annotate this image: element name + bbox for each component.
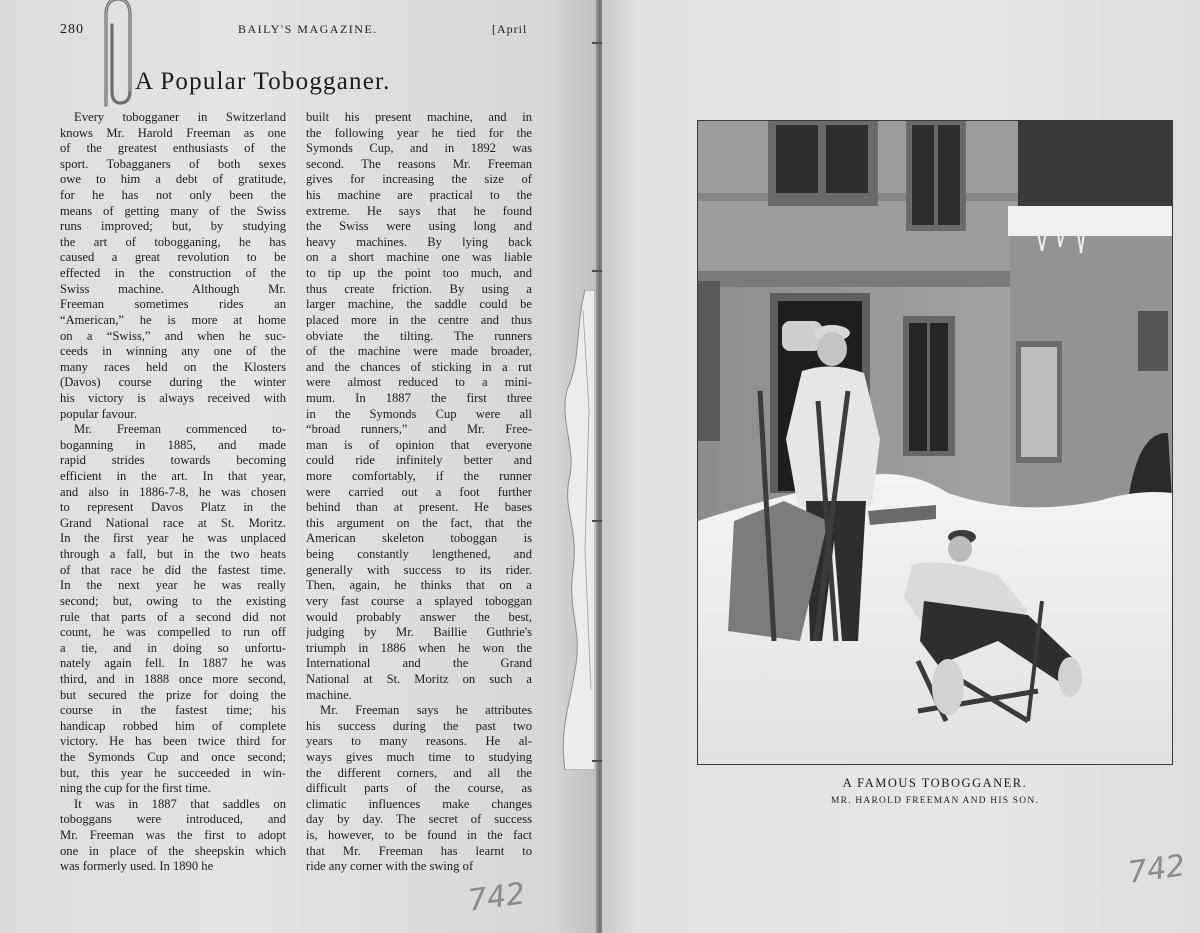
- text-line: Symonds Cup, and in 1892 was: [306, 141, 532, 156]
- text-line: third, and in 1888 once more second,: [60, 671, 286, 686]
- text-line: count, he was compelled to run off: [60, 625, 286, 640]
- text-line: efficient in the art. In that year,: [60, 469, 286, 484]
- photo-caption-title: A FAMOUS TOBOGGANER.: [842, 776, 1028, 790]
- text-line: second. The reasons Mr. Freeman: [306, 156, 532, 171]
- text-line: difficult parts of the course, as: [306, 781, 532, 796]
- text-line: more comfortably, if the runner: [306, 469, 532, 484]
- text-line: ning the cup for the first time.: [60, 781, 211, 796]
- torn-page-edge: [555, 290, 595, 770]
- text-line: behind than at present. He bases: [306, 500, 532, 515]
- paperclip-icon: [84, 0, 144, 115]
- text-line: his success during the past two: [306, 718, 532, 733]
- text-line: rapid strides towards becoming: [60, 453, 286, 468]
- photo-caption-subtitle: MR. HAROLD FREEMAN AND HIS SON.: [831, 796, 1039, 806]
- text-line: American skeleton toboggan is: [306, 531, 532, 546]
- text-line: triumph in 1886 when he won the: [306, 640, 532, 655]
- text-line: were almost reduced to a mini-: [306, 375, 532, 390]
- text-line: this argument on the fact, that the: [306, 515, 532, 530]
- text-line: knows Mr. Harold Freeman as one: [60, 125, 286, 140]
- text-line: second; but, owing to the existing: [60, 593, 286, 608]
- text-line: sport. Tobagganers of both sexes: [60, 156, 286, 171]
- text-line: mum. In 1887 the first three: [306, 390, 532, 405]
- text-line: the Swiss were using long and: [306, 219, 532, 234]
- photograph-image: [698, 121, 1172, 764]
- text-line: (Davos) course during the winter: [60, 375, 286, 390]
- text-line: would probably answer the best,: [306, 609, 532, 624]
- text-line: of the greatest enthusiasts of the: [60, 141, 286, 156]
- pencil-note: 742: [465, 876, 528, 919]
- text-line: of the machine were made broader,: [306, 344, 532, 359]
- text-line: National at St. Moritz on such a: [306, 671, 532, 686]
- text-line: gives for increasing the size of: [306, 172, 532, 187]
- text-line: man is of opinion that everyone: [306, 437, 532, 452]
- text-line: in the Symonds Cup were all: [306, 406, 532, 421]
- text-line: “broad runners,” and Mr. Free-: [306, 422, 532, 437]
- article-column-1: [60, 110, 286, 875]
- text-line: built his present machine, and in: [306, 110, 532, 124]
- text-line: Every tobogganer in Switzerland: [74, 110, 286, 124]
- article-title: A Popular Tobogganer.: [135, 68, 391, 95]
- text-line: was formerly used. In 1890 he: [60, 859, 214, 874]
- text-line: being constantly lengthened, and: [306, 547, 532, 562]
- text-line: Mr. Freeman says he attributes: [320, 703, 532, 718]
- text-line: that Mr. Freeman has learnt to: [306, 843, 532, 858]
- text-line: owe to him a debt of gratitude,: [60, 172, 286, 187]
- text-line: course in the fastest time; his: [60, 703, 286, 718]
- text-line: ways gives much time to studying: [306, 749, 532, 764]
- text-line: for he has not only been the: [60, 188, 286, 203]
- photograph: [697, 120, 1173, 765]
- text-line: on a short machine one was liable: [306, 250, 532, 265]
- text-line: were carried out a foot further: [306, 484, 532, 499]
- text-line: Mr. Freeman commenced to-: [74, 422, 286, 437]
- text-line: victory. He has been twice third for: [60, 734, 286, 749]
- text-line: of that race he did the fastest time.: [60, 562, 286, 577]
- text-line: popular favour.: [60, 406, 137, 421]
- text-line: machine.: [306, 687, 352, 702]
- text-line: caused a great revolution to be: [60, 250, 286, 265]
- page-number: 280: [60, 22, 84, 37]
- text-line: boganning in 1885, and made: [60, 437, 286, 452]
- pencil-note: 742: [1125, 848, 1188, 891]
- text-line: many races held on the Klosters: [60, 359, 286, 374]
- text-line: rule that parts of a second did not: [60, 609, 286, 624]
- text-line: one in place of the sheepskin which: [60, 843, 286, 858]
- text-line: International and the Grand: [306, 656, 532, 671]
- text-line: to represent Davos Platz in the: [60, 500, 286, 515]
- text-line: extreme. He says that he found: [306, 203, 532, 218]
- text-line: ceeds in winning any one of the: [60, 344, 286, 359]
- text-line: climatic influences make changes: [306, 796, 532, 811]
- text-line: his victory is always received with: [60, 390, 286, 405]
- text-line: Swiss machine. Although Mr.: [60, 281, 286, 296]
- text-line: In the first year he was unplaced: [60, 531, 286, 546]
- text-line: the different corners, and all the: [306, 765, 532, 780]
- text-line: larger machine, the saddle could be: [306, 297, 532, 312]
- text-line: Then, again, he thinks that on a: [306, 578, 532, 593]
- text-line: In the next year he was really: [60, 578, 286, 593]
- running-head: BAILY'S MAGAZINE.: [238, 22, 378, 36]
- article-column-2: [306, 110, 532, 875]
- text-line: could ride infinitely better and: [306, 453, 532, 468]
- text-line: the art of tobogganing, he has: [60, 234, 286, 249]
- text-line: his machine are practical to the: [306, 188, 532, 203]
- text-line: obviate the tilting. The runners: [306, 328, 532, 343]
- text-line: through a fall, but in the two heats: [60, 547, 286, 562]
- text-line: thus create friction. By using a: [306, 281, 532, 296]
- text-line: toboggans were introduced, and: [60, 812, 286, 827]
- text-line: means of getting many of the Swiss: [60, 203, 286, 218]
- text-line: “American,” he is more at home: [60, 312, 286, 327]
- text-line: the Symonds Cup and once second;: [60, 749, 286, 764]
- text-line: Freeman sometimes rides an: [60, 297, 286, 312]
- text-line: handicap robbed him of complete: [60, 718, 286, 733]
- text-line: generally with success to its rider.: [306, 562, 532, 577]
- text-line: judging by Mr. Baillie Guthrie's: [306, 625, 532, 640]
- text-line: is, however, to be found in the fact: [306, 828, 532, 843]
- text-line: Mr. Freeman was the first to adopt: [60, 828, 286, 843]
- text-line: very fast course a splayed toboggan: [306, 593, 532, 608]
- text-line: day by day. The secret of success: [306, 812, 532, 827]
- text-line: runs improved; but, by studying: [60, 219, 286, 234]
- text-line: to tip up the point too much, and: [306, 266, 532, 281]
- text-line: years to many reasons. He al-: [306, 734, 532, 749]
- text-line: It was in 1887 that saddles on: [74, 796, 286, 811]
- text-line: nately again fell. In 1887 he was: [60, 656, 286, 671]
- text-line: a tie, and in doing so unfortu-: [60, 640, 286, 655]
- text-line: and also in 1886-7-8, he was chosen: [60, 484, 286, 499]
- text-line: but secured the prize for doing the: [60, 687, 286, 702]
- text-line: effected in the construction of the: [60, 266, 286, 281]
- text-line: on a “Swiss,” and when he suc-: [60, 328, 286, 343]
- text-line: heavy machines. By lying back: [306, 234, 532, 249]
- text-line: but, this year he succeeded in win-: [60, 765, 286, 780]
- text-line: ride any corner with the swing of: [306, 859, 474, 874]
- text-line: Grand National race at St. Moritz.: [60, 515, 286, 530]
- text-line: placed more in the centre and thus: [306, 312, 532, 327]
- text-line: the following year he tied for the: [306, 125, 532, 140]
- text-line: and the chances of sticking in a rut: [306, 359, 532, 374]
- running-head-month: [April: [492, 22, 528, 36]
